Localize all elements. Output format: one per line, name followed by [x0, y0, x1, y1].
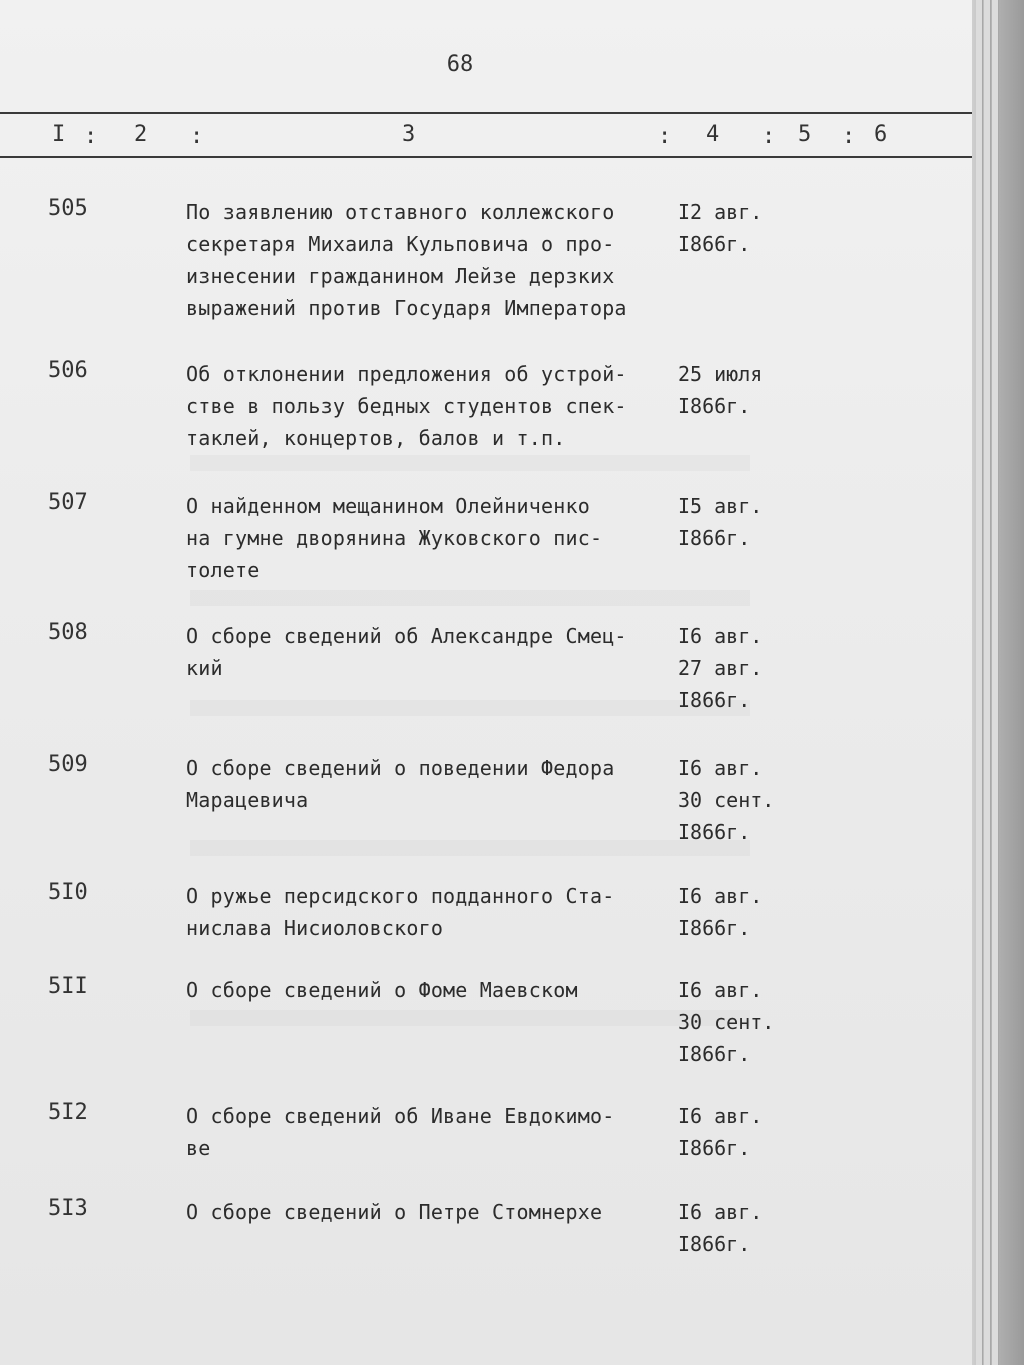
column-header-3: 3	[402, 122, 416, 147]
entry-description: О найденном мещанином Олейниченко на гумне дворянина Жуковского пис- толете	[186, 494, 603, 582]
column-separator: :	[842, 124, 856, 149]
page-sheet-edge	[984, 0, 991, 1365]
column-header-2: 2	[134, 122, 148, 147]
entry-date: I866г.	[678, 232, 751, 256]
entry-date: 30 сент.	[678, 788, 775, 812]
entry-date: I6 авг.	[678, 1200, 763, 1224]
bleed-through	[190, 700, 750, 716]
entry-dates	[678, 490, 798, 554]
header-top-rule	[0, 112, 972, 114]
entry-description: О сборе сведений о поведении Федора Марацевича	[186, 756, 615, 812]
column-separator: :	[762, 124, 776, 149]
bleed-through	[190, 840, 750, 856]
entry-date: I6 авг.	[678, 1104, 763, 1128]
entry-description: О сборе сведений о Петре Стомнерхе	[186, 1200, 603, 1224]
bleed-through	[190, 455, 750, 471]
entry-dates	[678, 196, 798, 260]
entry-date: I2 авг.	[678, 200, 763, 224]
entry-dates	[678, 1100, 798, 1164]
column-separator: :	[658, 124, 672, 149]
entry-number: 5II	[48, 974, 88, 999]
page-sheet-edge	[976, 0, 983, 1365]
entry-number: 5I2	[48, 1100, 88, 1125]
entry-date: 30 сент.	[678, 1010, 775, 1034]
entry-dates	[678, 358, 798, 422]
entry-number: 509	[48, 752, 88, 777]
entry-date: I866г.	[678, 1042, 751, 1066]
page-number: 68	[446, 52, 474, 77]
entry-description: О ружье персидского подданного Ста- нислава Нисиоловского	[186, 884, 615, 940]
entry-dates	[678, 620, 798, 716]
entry-date: I866г.	[678, 916, 751, 940]
entry-number: 508	[48, 620, 88, 645]
entry-date: I866г.	[678, 394, 751, 418]
entry-date: I6 авг.	[678, 884, 763, 908]
entry-date: I866г.	[678, 1232, 751, 1256]
entry-date: 25 июля	[678, 362, 763, 386]
entry-date: I866г.	[678, 820, 751, 844]
entry-description: О сборе сведений об Александре Смец- кий	[186, 624, 627, 680]
entry-description: О сборе сведений об Иване Евдокимо- ве	[186, 1104, 615, 1160]
entry-date: I5 авг.	[678, 494, 763, 518]
header-bottom-rule	[0, 156, 972, 158]
bleed-through	[190, 1010, 750, 1026]
entry-dates	[678, 880, 798, 944]
entry-date: 27 авг.	[678, 656, 763, 680]
entry-number: 506	[48, 358, 88, 383]
entry-description: О сборе сведений о Фоме Маевском	[186, 978, 578, 1002]
entry-date: I6 авг.	[678, 756, 763, 780]
column-header-5: 5	[798, 122, 812, 147]
column-separator: :	[190, 124, 204, 149]
column-header-1: I	[52, 122, 66, 147]
entry-description: По заявлению отставного коллежского секретаря Михаила Кульповича о про- изнесении гражданином Лейзе дерзких выражений против Государя Императора	[186, 200, 627, 320]
entry-number: 5I3	[48, 1196, 88, 1221]
bleed-through	[190, 590, 750, 606]
entry-description: Об отклонении предложения об устрой- стве в пользу бедных студентов спек- таклей, концертов, балов и т.п.	[186, 362, 627, 450]
page-sheet-edge	[992, 0, 999, 1365]
column-separator: :	[84, 124, 98, 149]
stacked-pages-edge	[972, 0, 1024, 1365]
column-header-6: 6	[874, 122, 888, 147]
entry-dates	[678, 974, 798, 1070]
entry-number: 5I0	[48, 880, 88, 905]
entry-date: I6 авг.	[678, 978, 763, 1002]
entry-dates	[678, 752, 798, 848]
entry-date: I866г.	[678, 526, 751, 550]
entry-date: I866г.	[678, 688, 751, 712]
column-header-4: 4	[706, 122, 720, 147]
entry-date: I6 авг.	[678, 624, 763, 648]
entry-number: 507	[48, 490, 88, 515]
entry-number: 505	[48, 196, 88, 221]
entry-dates	[678, 1196, 798, 1260]
entry-date: I866г.	[678, 1136, 751, 1160]
